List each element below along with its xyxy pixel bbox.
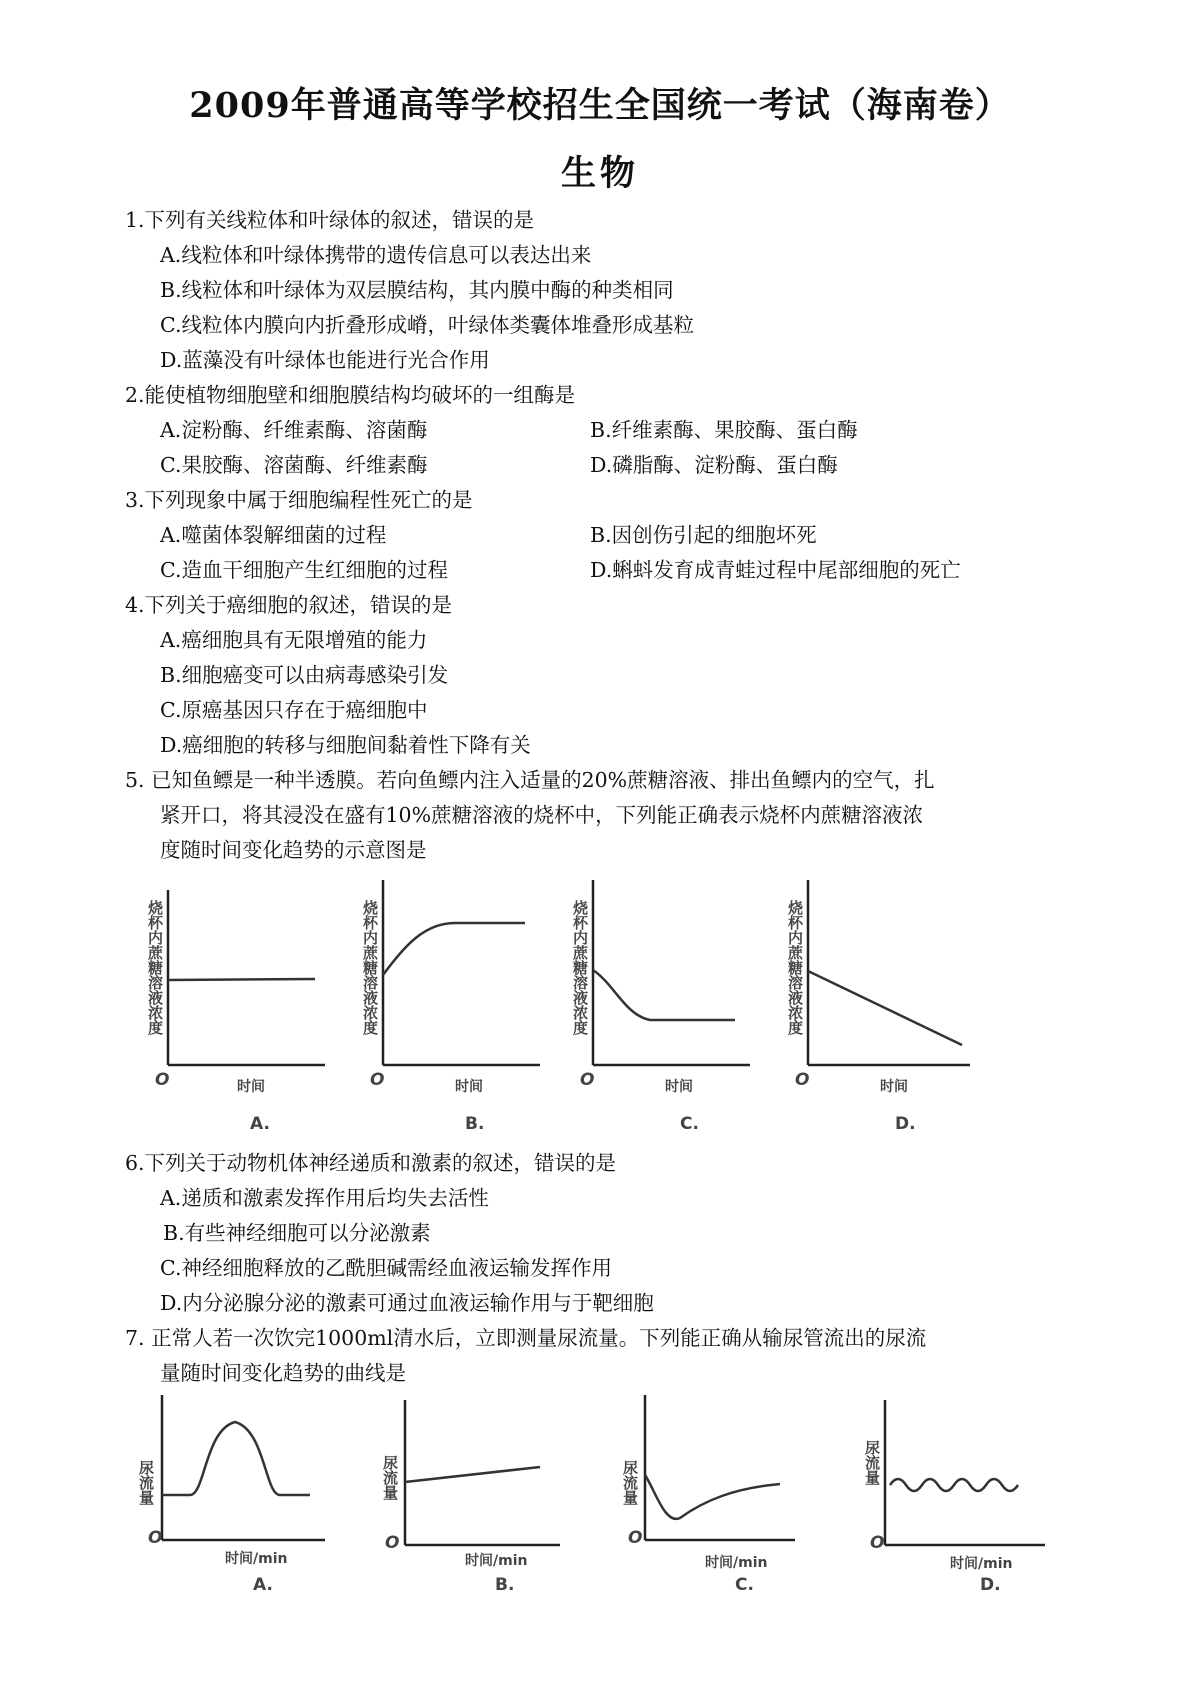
question-5-stem-line-1: 5. 已知鱼鳔是一种半透膜。若向鱼鳔内注入适量的20%蔗糖溶液、排出鱼鳔内的空气，扎 <box>125 768 935 792</box>
q5-graph-b-origin: O <box>370 1070 385 1090</box>
q7-graph-a-xlabel: 时间/min <box>225 1551 288 1567</box>
question-7-stem-line-2: 量随时间变化趋势的曲线是 <box>160 1361 406 1385</box>
q5-graph-c-origin: O <box>580 1070 595 1090</box>
q5-graph-c-xlabel: 时间 <box>665 1079 693 1095</box>
q5-graph-a-letter: A. <box>250 1114 270 1134</box>
question-2-option-d: D.磷脂酶、淀粉酶、蛋白酶 <box>590 453 838 477</box>
q5-graph-a-origin: O <box>155 1070 170 1090</box>
question-7-stem-line-1: 7. 正常人若一次饮完1000ml清水后，立即测量尿流量。下列能正确从输尿管流出的尿流 <box>125 1326 927 1350</box>
question-4-option-d: D.癌细胞的转移与细胞间黏着性下降有关 <box>160 733 531 757</box>
question-2-option-b: B.纤维素酶、果胶酶、蛋白酶 <box>590 418 858 442</box>
question-2-option-a: A.淀粉酶、纤维素酶、溶菌酶 <box>160 418 428 442</box>
question-3-option-c: C.造血干细胞产生红细胞的过程 <box>160 558 448 582</box>
q5-graph-b-letter: B. <box>465 1114 485 1134</box>
question-3-stem: 3.下列现象中属于细胞编程性死亡的是 <box>125 488 473 512</box>
q7-graph-c-origin: O <box>628 1528 643 1548</box>
question-4-option-a: A.癌细胞具有无限增殖的能力 <box>160 628 428 652</box>
question-2-stem: 2.能使植物细胞壁和细胞膜结构均破坏的一组酶是 <box>125 383 576 407</box>
question-6-option-a: A.递质和激素发挥作用后均失去活性 <box>160 1186 489 1210</box>
question-5-stem-line-2: 紧开口，将其浸没在盛有10%蔗糖溶液的烧杯中，下列能正确表示烧杯内蔗糖溶液浓 <box>160 803 924 827</box>
q7-graph-b-letter: B. <box>495 1575 515 1595</box>
q7-graph-c-ylabel: 尿流量 <box>621 1460 639 1505</box>
question-1-option-b: B.线粒体和叶绿体为双层膜结构，其内膜中酶的种类相同 <box>160 278 674 302</box>
question-6-option-d: D.内分泌腺分泌的激素可通过血液运输作用与于靶细胞 <box>160 1291 654 1315</box>
q7-graph-c-letter: C. <box>735 1575 754 1595</box>
q7-graph-b-xlabel: 时间/min <box>465 1553 528 1569</box>
q5-graph-d-xlabel: 时间 <box>880 1079 908 1095</box>
question-6-option-c: C.神经细胞释放的乙酰胆碱需经血液运输发挥作用 <box>160 1256 612 1280</box>
q7-graph-c-xlabel: 时间/min <box>705 1555 768 1571</box>
subject-title: 生物 <box>560 153 639 194</box>
question-1-option-a: A.线粒体和叶绿体携带的遗传信息可以表达出来 <box>160 243 592 267</box>
q5-graph-d-letter: D. <box>895 1114 916 1134</box>
q5-graph-a-ylabel: 烧杯内蔗糖溶液浓度 <box>146 900 164 1035</box>
question-4-stem: 4.下列关于癌细胞的叙述，错误的是 <box>125 593 453 617</box>
q7-graph-d-xlabel: 时间/min <box>950 1556 1013 1572</box>
q5-graph-a-xlabel: 时间 <box>237 1079 265 1095</box>
q7-graph-b-origin: O <box>385 1533 400 1553</box>
question-1-option-c: C.线粒体内膜向内折叠形成嵴，叶绿体类囊体堆叠形成基粒 <box>160 313 694 337</box>
q5-graph-b-xlabel: 时间 <box>455 1079 483 1095</box>
question-5-stem-line-3: 度随时间变化趋势的示意图是 <box>160 838 427 862</box>
question-6-stem: 6.下列关于动物机体神经递质和激素的叙述，错误的是 <box>125 1151 617 1175</box>
q5-graph-c-ylabel: 烧杯内蔗糖溶液浓度 <box>571 900 589 1035</box>
question-3-option-a: A.噬菌体裂解细菌的过程 <box>160 523 387 547</box>
question-2-option-c: C.果胶酶、溶菌酶、纤维素酶 <box>160 453 428 477</box>
q5-graph-c-letter: C. <box>680 1114 699 1134</box>
q5-graph-d-origin: O <box>795 1070 810 1090</box>
q7-graph-a-letter: A. <box>253 1575 273 1595</box>
question-3-option-d: D.蝌蚪发育成青蛙过程中尾部细胞的死亡 <box>590 558 961 582</box>
question-6-option-b: B.有些神经细胞可以分泌激素 <box>163 1221 431 1245</box>
q7-graph-b-ylabel: 尿流量 <box>381 1455 399 1500</box>
question-3-option-b: B.因创伤引起的细胞坏死 <box>590 523 817 547</box>
question-1-option-d: D.蓝藻没有叶绿体也能进行光合作用 <box>160 348 490 372</box>
q5-graph-b-ylabel: 烧杯内蔗糖溶液浓度 <box>361 900 379 1035</box>
q7-graph-a-origin: O <box>148 1528 163 1548</box>
question-4-option-c: C.原癌基因只存在于癌细胞中 <box>160 698 428 722</box>
q7-graph-a-ylabel: 尿流量 <box>137 1460 155 1505</box>
exam-title: 2009年普通高等学校招生全国统一考试（海南卷） <box>189 85 1011 126</box>
q7-graph-d-origin: O <box>870 1533 885 1553</box>
question-4-option-b: B.细胞癌变可以由病毒感染引发 <box>160 663 449 687</box>
q5-graph-d-ylabel: 烧杯内蔗糖溶液浓度 <box>786 900 804 1035</box>
q7-graph-d-ylabel: 尿流量 <box>863 1440 881 1485</box>
question-1-stem: 1.下列有关线粒体和叶绿体的叙述，错误的是 <box>125 208 535 232</box>
q7-graph-d-letter: D. <box>980 1575 1001 1595</box>
